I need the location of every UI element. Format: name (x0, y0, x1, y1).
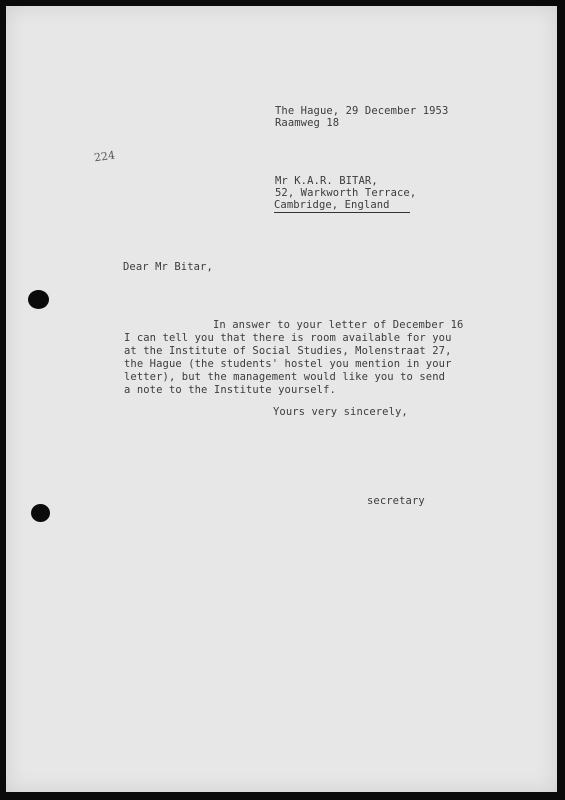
place-date: The Hague, 29 December 1953 (275, 105, 449, 117)
body-line: a note to the Institute yourself. (124, 384, 336, 396)
punch-hole-bottom (31, 504, 50, 522)
body-line: In answer to your letter of December 16 (213, 319, 464, 331)
body-line: I can tell you that there is room available for you (124, 332, 452, 344)
body-line: the Hague (the students' hostel you mention in your (124, 358, 452, 370)
body-line: at the Institute of Social Studies, Molenstraat 27, (124, 345, 452, 357)
recipient-address-line-1: 52, Warkworth Terrace, (275, 187, 417, 199)
body-line: letter), but the management would like you to send (124, 371, 446, 383)
punch-hole-top (28, 290, 49, 309)
closing: Yours very sincerely, (273, 406, 408, 418)
salutation: Dear Mr Bitar, (123, 261, 213, 273)
signature-title: secretary (367, 495, 425, 507)
recipient-address-line-2: Cambridge, England (274, 198, 410, 213)
street-address: Raamweg 18 (275, 117, 340, 129)
recipient-name: Mr K.A.R. BITAR, (275, 175, 378, 187)
margin-note: 224 (93, 148, 116, 165)
